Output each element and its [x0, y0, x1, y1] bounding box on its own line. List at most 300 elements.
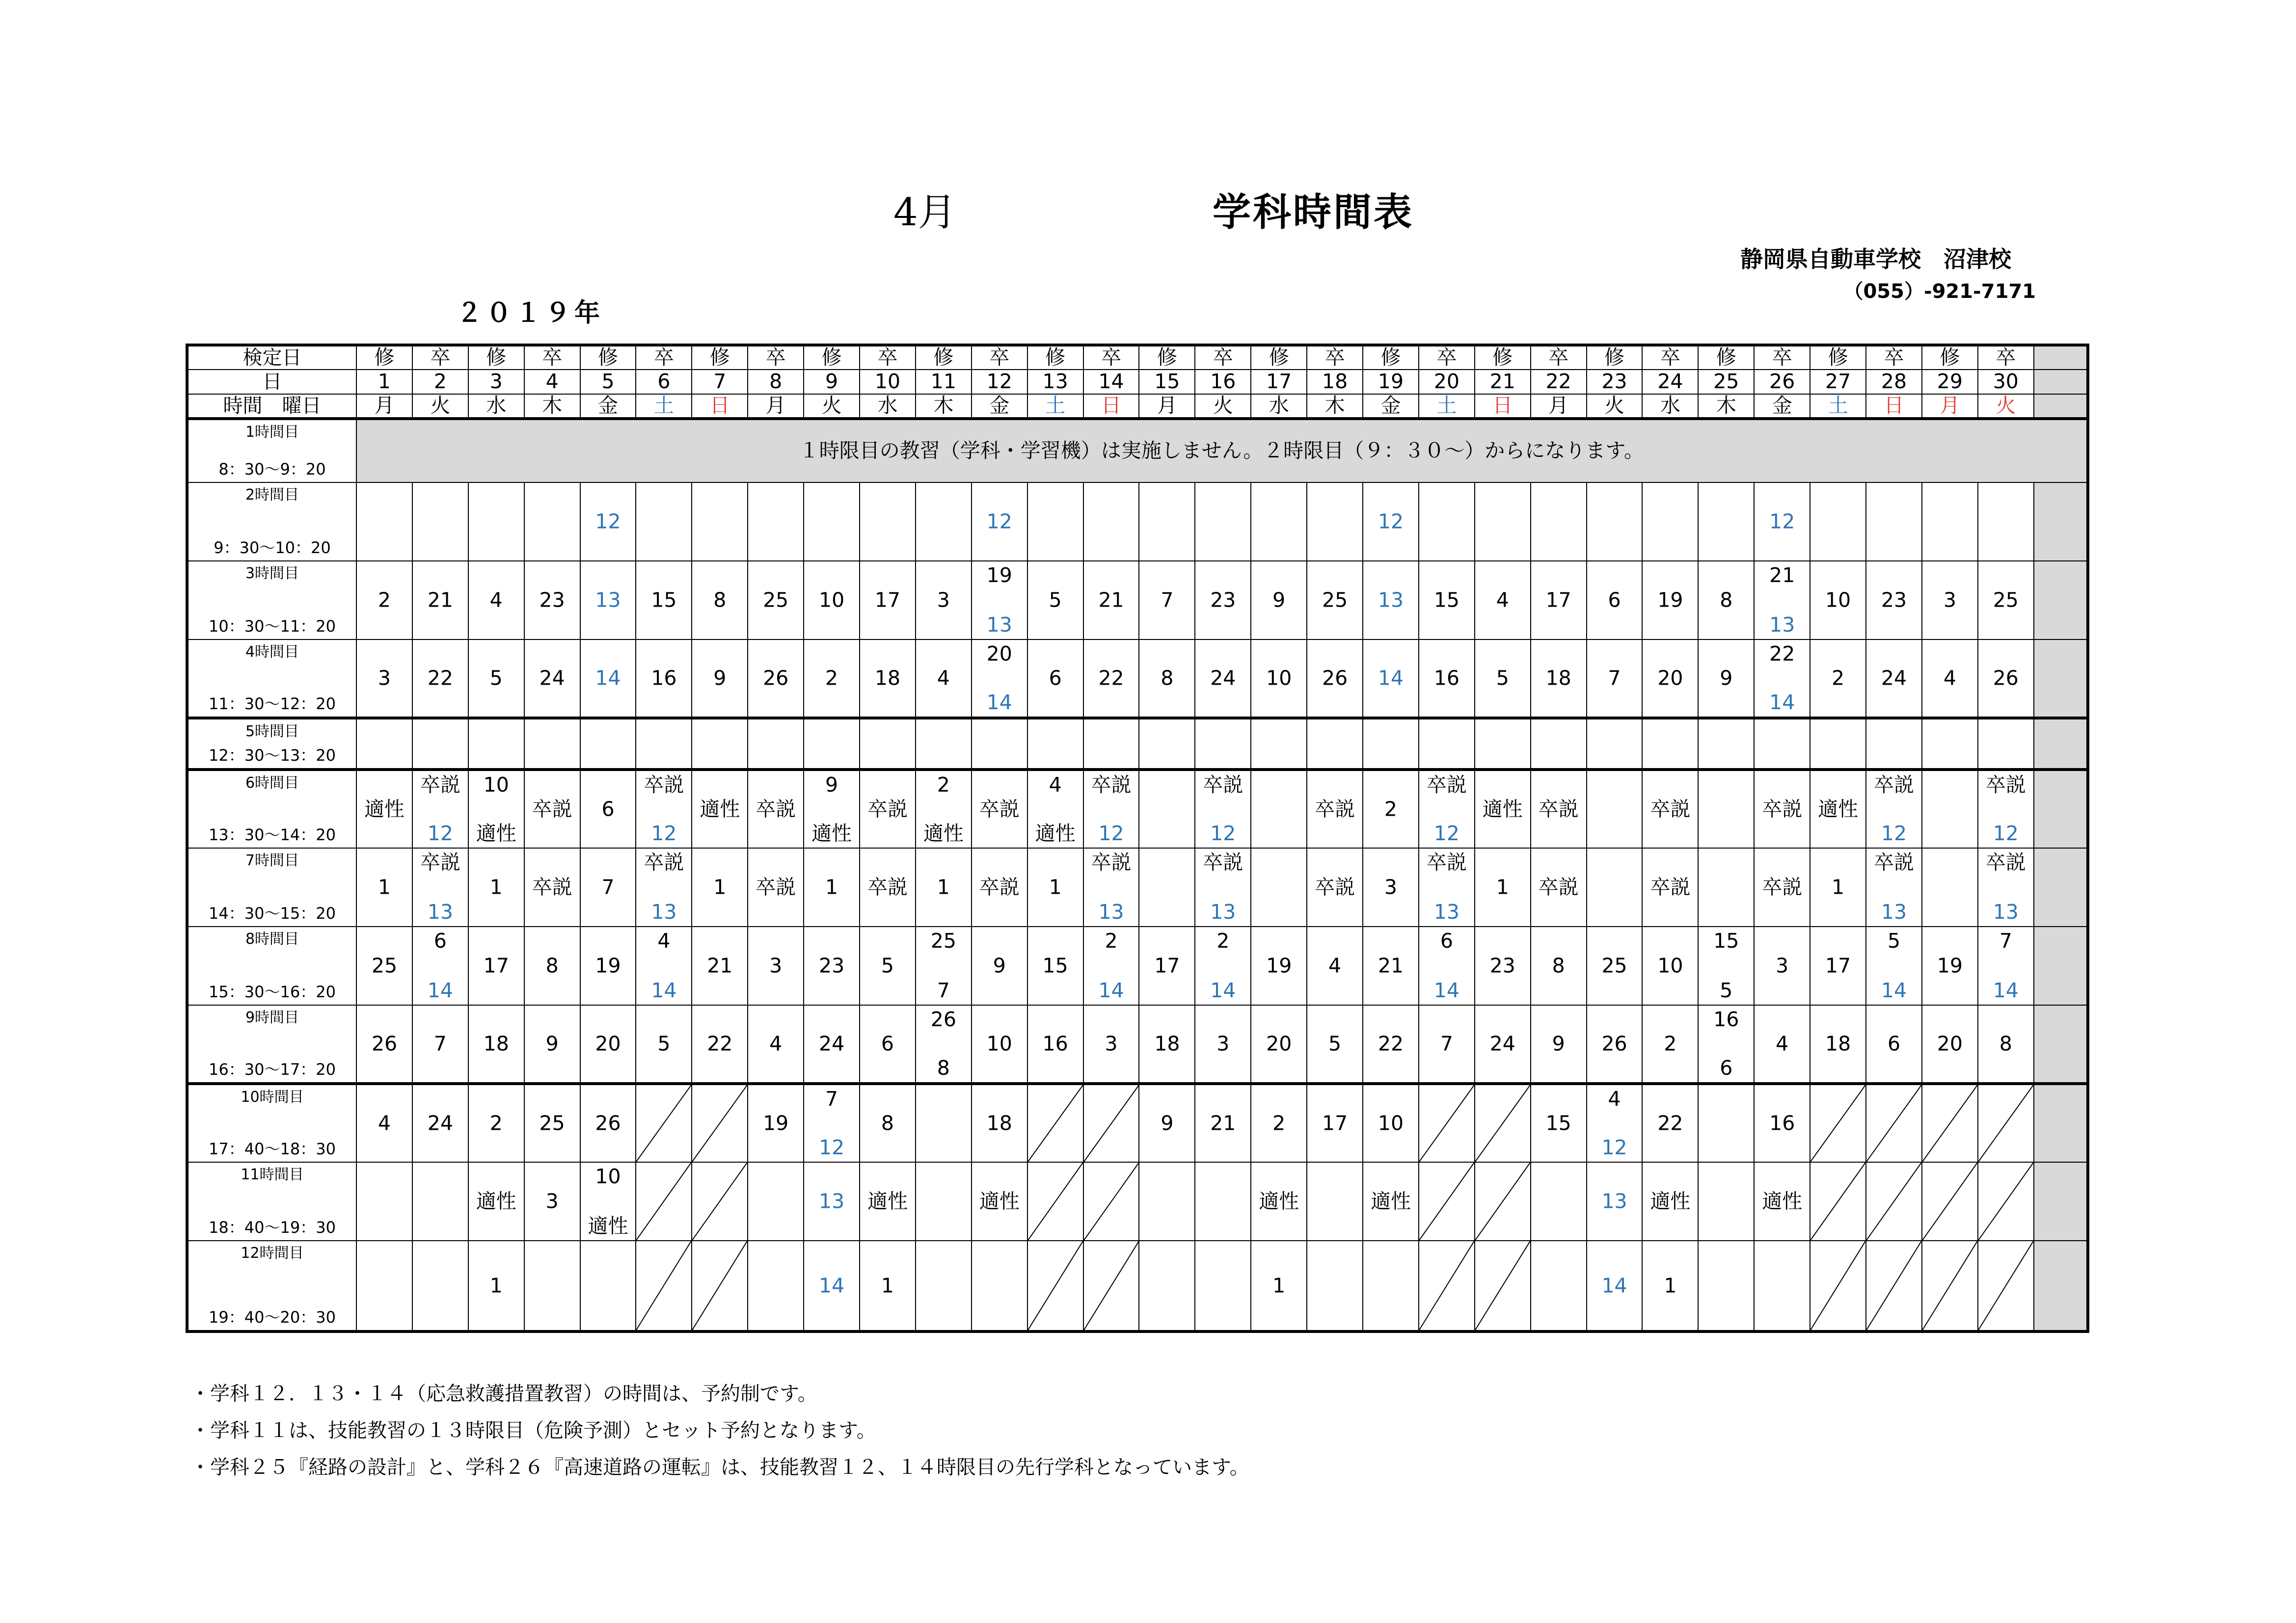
cell-content	[1866, 561, 1921, 639]
schedule-cell	[972, 1162, 1027, 1241]
day-number-cell: 5	[580, 370, 636, 394]
class-number: 19	[595, 954, 621, 978]
cell-content	[1139, 1241, 1194, 1330]
schedule-cell	[1195, 561, 1251, 639]
schedule-cell	[636, 561, 692, 639]
cell-content	[916, 561, 971, 639]
cell-content	[1755, 1006, 1810, 1082]
schedule-cell	[1587, 718, 1643, 770]
exam-day-cell: 修	[1698, 345, 1754, 370]
cell-content	[1866, 1006, 1921, 1082]
class-number: 適性	[476, 1189, 516, 1213]
period-row	[187, 770, 2088, 848]
cell-content	[636, 719, 691, 768]
class-number: 4	[1328, 954, 1342, 978]
exam-day-cell: 修	[1587, 345, 1643, 370]
class-number: 13	[595, 588, 621, 612]
schedule-cell	[468, 1241, 524, 1331]
weekday-cell: 金	[1363, 394, 1419, 419]
schedule-cell	[1866, 639, 1922, 718]
cell-content	[1531, 719, 1586, 768]
cell-content	[1084, 719, 1139, 768]
day-number-cell: 29	[1922, 370, 1978, 394]
cell-content	[1587, 1163, 1642, 1240]
class-number: 1	[489, 1274, 503, 1297]
class-number: 3	[1216, 1032, 1230, 1056]
schedule-cell	[1810, 848, 1866, 927]
schedule-cell	[356, 927, 412, 1005]
schedule-cell	[860, 561, 916, 639]
class-number: 21	[427, 588, 453, 612]
class-number: 1	[881, 1274, 894, 1297]
class-number: 2	[937, 773, 950, 797]
schedule-cell	[1139, 1005, 1195, 1084]
cell-content	[1363, 927, 1418, 1005]
slash-mark	[1475, 1241, 1530, 1330]
no-class-cell	[1027, 1241, 1083, 1331]
no-class-cell	[1083, 1241, 1139, 1331]
schedule-cell	[1642, 770, 1698, 848]
schedule-cell	[1475, 718, 1531, 770]
cell-content	[972, 927, 1027, 1005]
cell-content	[1587, 561, 1642, 639]
class-number: 25	[1601, 954, 1627, 978]
period-time: 13：30～14：20	[209, 825, 336, 844]
schedule-cell	[412, 482, 468, 561]
exam-day-cell: 修	[1139, 345, 1195, 370]
class-number: 卒説	[1873, 773, 1914, 797]
schedule-cell	[1251, 561, 1307, 639]
class-number: 8	[1552, 954, 1565, 978]
cell-content	[1978, 640, 2033, 717]
schedule-cell	[1027, 927, 1083, 1005]
cell-content	[1363, 719, 1418, 768]
cell-content	[1139, 561, 1194, 639]
schedule-cell	[1978, 1005, 2034, 1084]
cell-content	[916, 483, 971, 560]
period-label	[187, 1005, 356, 1084]
schedule-cell	[356, 1005, 412, 1084]
class-number: 24	[539, 666, 565, 690]
schedule-cell	[1083, 639, 1139, 718]
cell-content	[581, 1006, 636, 1082]
class-number: 12	[1881, 822, 1907, 845]
schedule-cell	[860, 718, 916, 770]
cell-content	[636, 640, 691, 717]
class-number: 17	[1322, 1111, 1348, 1135]
cell-content	[972, 849, 1027, 926]
schedule-cell	[1251, 482, 1307, 561]
cell-content	[692, 849, 747, 926]
class-number: 適性	[476, 822, 516, 845]
day-number-cell: 18	[1307, 370, 1363, 394]
class-number: 13	[1601, 1189, 1627, 1213]
schedule-cell	[1642, 561, 1698, 639]
class-number: 24	[818, 1032, 845, 1056]
class-number: 26	[930, 1008, 956, 1031]
cell-content	[1139, 771, 1194, 848]
schedule-cell	[356, 482, 412, 561]
weekday-cell: 土	[636, 394, 692, 419]
day-number-cell: 20	[1419, 370, 1475, 394]
period-time: 19：40～20：30	[209, 1308, 336, 1327]
schedule-cell	[1419, 770, 1475, 848]
cell-content	[525, 483, 580, 560]
class-number: 26	[595, 1111, 621, 1135]
exam-day-cell: 修	[1922, 345, 1978, 370]
cell-content	[581, 1163, 636, 1240]
schedule-cell	[1027, 1005, 1083, 1084]
cell-content	[1307, 1006, 1362, 1082]
class-number: 6	[433, 929, 447, 953]
cell-content	[1643, 1163, 1698, 1240]
slash-mark	[1028, 1085, 1083, 1162]
cell-content	[972, 561, 1027, 639]
schedule-cell	[1866, 927, 1922, 1005]
class-number: 3	[769, 954, 783, 978]
cell-content	[1363, 640, 1418, 717]
slash-mark	[1028, 1241, 1083, 1330]
schedule-cell	[748, 1005, 804, 1084]
weekday-row	[187, 394, 2088, 419]
schedule-cell	[356, 718, 412, 770]
schedule-cell	[1027, 561, 1083, 639]
slash-mark	[1419, 1241, 1474, 1330]
schedule-cell	[1531, 1241, 1587, 1331]
cell-content	[1587, 1241, 1642, 1330]
class-number: 卒説	[979, 797, 1020, 821]
no-class-cell	[1475, 1241, 1531, 1331]
cell-content	[1419, 483, 1474, 560]
class-number: 24	[1210, 666, 1236, 690]
schedule-cell	[748, 1084, 804, 1162]
class-number: 8	[1720, 588, 1733, 612]
schedule-cell	[748, 770, 804, 848]
class-number: 4	[1496, 588, 1509, 612]
class-number: 4	[1049, 773, 1062, 797]
cell-content	[1363, 849, 1418, 926]
class-number: 10	[1657, 954, 1683, 978]
period-row	[187, 482, 2088, 561]
schedule-cell	[804, 1241, 860, 1331]
class-number: 13	[818, 1189, 845, 1213]
class-number: 17	[1154, 954, 1180, 978]
schedule-cell	[1139, 1084, 1195, 1162]
class-number: 18	[1825, 1032, 1851, 1056]
schedule-cell	[1307, 1005, 1363, 1084]
period-label	[187, 561, 356, 639]
period-name: 8時間目	[245, 931, 299, 948]
day-number-cell: 14	[1083, 370, 1139, 394]
class-number: 1	[713, 875, 727, 899]
cell-content	[692, 771, 747, 848]
cell-content	[1419, 927, 1474, 1005]
class-number: 3	[937, 588, 950, 612]
schedule-cell	[1475, 561, 1531, 639]
class-number: 3	[1384, 875, 1398, 899]
schedule-cell	[972, 718, 1027, 770]
schedule-cell	[1083, 927, 1139, 1005]
class-number: 17	[1545, 588, 1571, 612]
weekday-cell: 金	[972, 394, 1027, 419]
schedule-cell	[468, 770, 524, 848]
cell-content	[469, 1163, 524, 1240]
class-number: 12	[986, 509, 1012, 533]
schedule-cell	[1363, 1241, 1419, 1331]
weekday-cell: 水	[1642, 394, 1698, 419]
cell-content	[1978, 771, 2033, 848]
cell-content	[1643, 1006, 1698, 1082]
schedule-cell	[1810, 639, 1866, 718]
schedule-cell	[1307, 770, 1363, 848]
schedule-cell	[1083, 848, 1139, 927]
day-number-cell: 21	[1475, 370, 1531, 394]
period-label	[187, 639, 356, 718]
cell-content	[636, 483, 691, 560]
no-class-cell	[692, 1162, 748, 1241]
no-class-cell	[1922, 1162, 1978, 1241]
cell-content	[916, 771, 971, 848]
slash-mark	[1866, 1163, 1921, 1240]
schedule-cell	[1195, 639, 1251, 718]
schedule-table	[186, 344, 2089, 1333]
schedule-cell	[524, 1241, 580, 1331]
schedule-cell	[412, 1162, 468, 1241]
schedule-cell	[1642, 927, 1698, 1005]
schedule-cell	[804, 718, 860, 770]
class-number: 卒説	[420, 851, 460, 874]
weekday-cell: 木	[1307, 394, 1363, 419]
schedule-cell	[1866, 482, 1922, 561]
class-number: 12	[1378, 509, 1404, 533]
schedule-cell	[1922, 482, 1978, 561]
cell-content	[1810, 719, 1865, 768]
class-number: 卒説	[532, 875, 572, 899]
cell-content	[804, 927, 859, 1005]
schedule-cell	[1307, 482, 1363, 561]
cell-content	[1699, 561, 1754, 639]
cell-content	[1307, 771, 1362, 848]
schedule-cell	[1922, 770, 1978, 848]
schedule-cell	[412, 927, 468, 1005]
day-number-cell: 11	[916, 370, 972, 394]
cell-content	[1139, 640, 1194, 717]
schedule-cell	[804, 1005, 860, 1084]
slash-mark	[1084, 1085, 1139, 1162]
schedule-cell	[692, 482, 748, 561]
slash-mark	[1866, 1241, 1921, 1330]
class-number: 20	[595, 1032, 621, 1056]
cell-content	[1307, 1241, 1362, 1330]
class-number: 23	[1489, 954, 1515, 978]
class-number: 卒説	[1426, 851, 1467, 874]
class-number: 適性	[588, 1214, 628, 1238]
schedule-cell	[804, 927, 860, 1005]
schedule-cell	[1698, 1005, 1754, 1084]
class-number: 卒説	[867, 797, 908, 821]
schedule-cell	[356, 1162, 412, 1241]
cell-content	[525, 771, 580, 848]
cell-content	[1363, 771, 1418, 848]
weekday-cell: 火	[1978, 394, 2034, 419]
schedule-cell	[972, 1005, 1027, 1084]
schedule-cell	[1587, 927, 1643, 1005]
cell-content	[581, 927, 636, 1005]
schedule-cell	[1866, 770, 1922, 848]
exam-day-cell: 卒	[1978, 345, 2034, 370]
schedule-cell	[1195, 482, 1251, 561]
schedule-cell	[1922, 718, 1978, 770]
schedule-cell	[1083, 718, 1139, 770]
cell-content	[1195, 561, 1250, 639]
cell-content	[1307, 849, 1362, 926]
cell-content	[972, 640, 1027, 717]
schedule-cell	[412, 1005, 468, 1084]
day-number-label: 日	[187, 370, 356, 394]
schedule-cell	[1195, 1005, 1251, 1084]
cell-content	[357, 1085, 412, 1162]
schedule-cell	[860, 482, 916, 561]
schedule-cell	[412, 770, 468, 848]
cell-content	[636, 771, 691, 848]
schedule-cell	[804, 561, 860, 639]
class-number: 14	[818, 1274, 845, 1297]
schedule-cell	[1139, 770, 1195, 848]
class-number: 10	[483, 773, 509, 797]
no-class-cell	[636, 1241, 692, 1331]
cell-content	[916, 1241, 971, 1330]
schedule-cell	[1810, 482, 1866, 561]
schedule-cell	[356, 848, 412, 927]
schedule-cell	[972, 639, 1027, 718]
cell-content	[1531, 561, 1586, 639]
cell-content	[860, 1241, 915, 1330]
class-number: 8	[713, 588, 727, 612]
schedule-cell	[692, 1005, 748, 1084]
cell-content	[1699, 1163, 1754, 1240]
cell-content	[1028, 483, 1083, 560]
class-number: 15	[1042, 954, 1068, 978]
cell-content	[1866, 927, 1921, 1005]
schedule-cell	[1195, 1084, 1251, 1162]
cell-content	[525, 561, 580, 639]
schedule-cell	[1195, 1241, 1251, 1331]
cell-content	[525, 1006, 580, 1082]
day-number-cell: 2	[412, 370, 468, 394]
schedule-cell	[1139, 1241, 1195, 1331]
cell-content	[1643, 927, 1698, 1005]
schedule-cell	[524, 927, 580, 1005]
period-row	[187, 1241, 2088, 1331]
cell-content	[1922, 927, 1977, 1005]
class-number: 18	[986, 1111, 1012, 1135]
class-number: 16	[1042, 1032, 1068, 1056]
cell-content	[1587, 640, 1642, 717]
class-number: 22	[1098, 666, 1124, 690]
cell-content	[1978, 927, 2033, 1005]
cell-content	[748, 1163, 803, 1240]
period-label	[187, 718, 356, 770]
class-number: 23	[818, 954, 845, 978]
schedule-cell	[1698, 718, 1754, 770]
schedule-cell	[1922, 927, 1978, 1005]
cell-content	[469, 849, 524, 926]
class-number: 卒説	[979, 875, 1020, 899]
schedule-cell	[356, 639, 412, 718]
cell-content	[972, 1241, 1027, 1330]
period-name: 1時間目	[245, 424, 299, 441]
schedule-cell	[972, 848, 1027, 927]
class-number: 1	[1496, 875, 1509, 899]
schedule-cell	[356, 770, 412, 848]
class-number: 15	[1545, 1111, 1571, 1135]
no-class-cell	[1922, 1241, 1978, 1331]
class-number: 9	[1161, 1111, 1174, 1135]
class-number: 10	[595, 1165, 621, 1188]
schedule-cell	[1531, 482, 1587, 561]
class-number: 1	[1664, 1274, 1677, 1297]
cell-content	[1755, 927, 1810, 1005]
cell-content	[1251, 849, 1306, 926]
no-class-cell	[1419, 1241, 1475, 1331]
cell-content	[1195, 1085, 1250, 1162]
class-number: 20	[1657, 666, 1683, 690]
weekday-cell: 水	[860, 394, 916, 419]
weekday-cell: 火	[412, 394, 468, 419]
cell-content	[636, 849, 691, 926]
class-number: 25	[763, 588, 789, 612]
cell-content	[1587, 719, 1642, 768]
period-name: 2時間目	[245, 486, 299, 504]
cell-content	[804, 483, 859, 560]
schedule-cell	[1754, 848, 1810, 927]
class-number: 12	[818, 1136, 845, 1159]
school-name: 静岡県自動車学校 沼津校	[1740, 246, 2011, 272]
class-number: 18	[1154, 1032, 1180, 1056]
cell-content	[1139, 1085, 1194, 1162]
cell-content	[1866, 483, 1921, 560]
schedule-cell	[468, 1005, 524, 1084]
class-number: 12	[1098, 822, 1124, 845]
cell-content	[581, 561, 636, 639]
schedule-cell	[916, 770, 972, 848]
class-number: 適性	[811, 822, 852, 845]
schedule-cell	[1922, 561, 1978, 639]
class-number: 26	[371, 1032, 398, 1056]
no-class-cell	[1810, 1241, 1866, 1331]
exam-day-cell: 卒	[1195, 345, 1251, 370]
cell-content	[1531, 849, 1586, 926]
class-number: 10	[986, 1032, 1012, 1056]
cell-content	[525, 640, 580, 717]
cell-content	[581, 1241, 636, 1330]
schedule-cell	[1251, 639, 1307, 718]
schedule-cell	[1251, 848, 1307, 927]
class-number: 12	[1210, 822, 1236, 845]
schedule-cell	[692, 848, 748, 927]
class-number: 2	[378, 588, 391, 612]
exam-day-cell: 卒	[1642, 345, 1698, 370]
cell-content	[748, 1085, 803, 1162]
schedule-cell	[1978, 639, 2034, 718]
class-number: 15	[651, 588, 677, 612]
schedule-cell	[1642, 1162, 1698, 1241]
cell-content	[1755, 719, 1810, 768]
class-number: 14	[651, 979, 677, 1002]
schedule-cell	[860, 1162, 916, 1241]
class-number: 4	[657, 929, 671, 953]
schedule-cell	[580, 718, 636, 770]
